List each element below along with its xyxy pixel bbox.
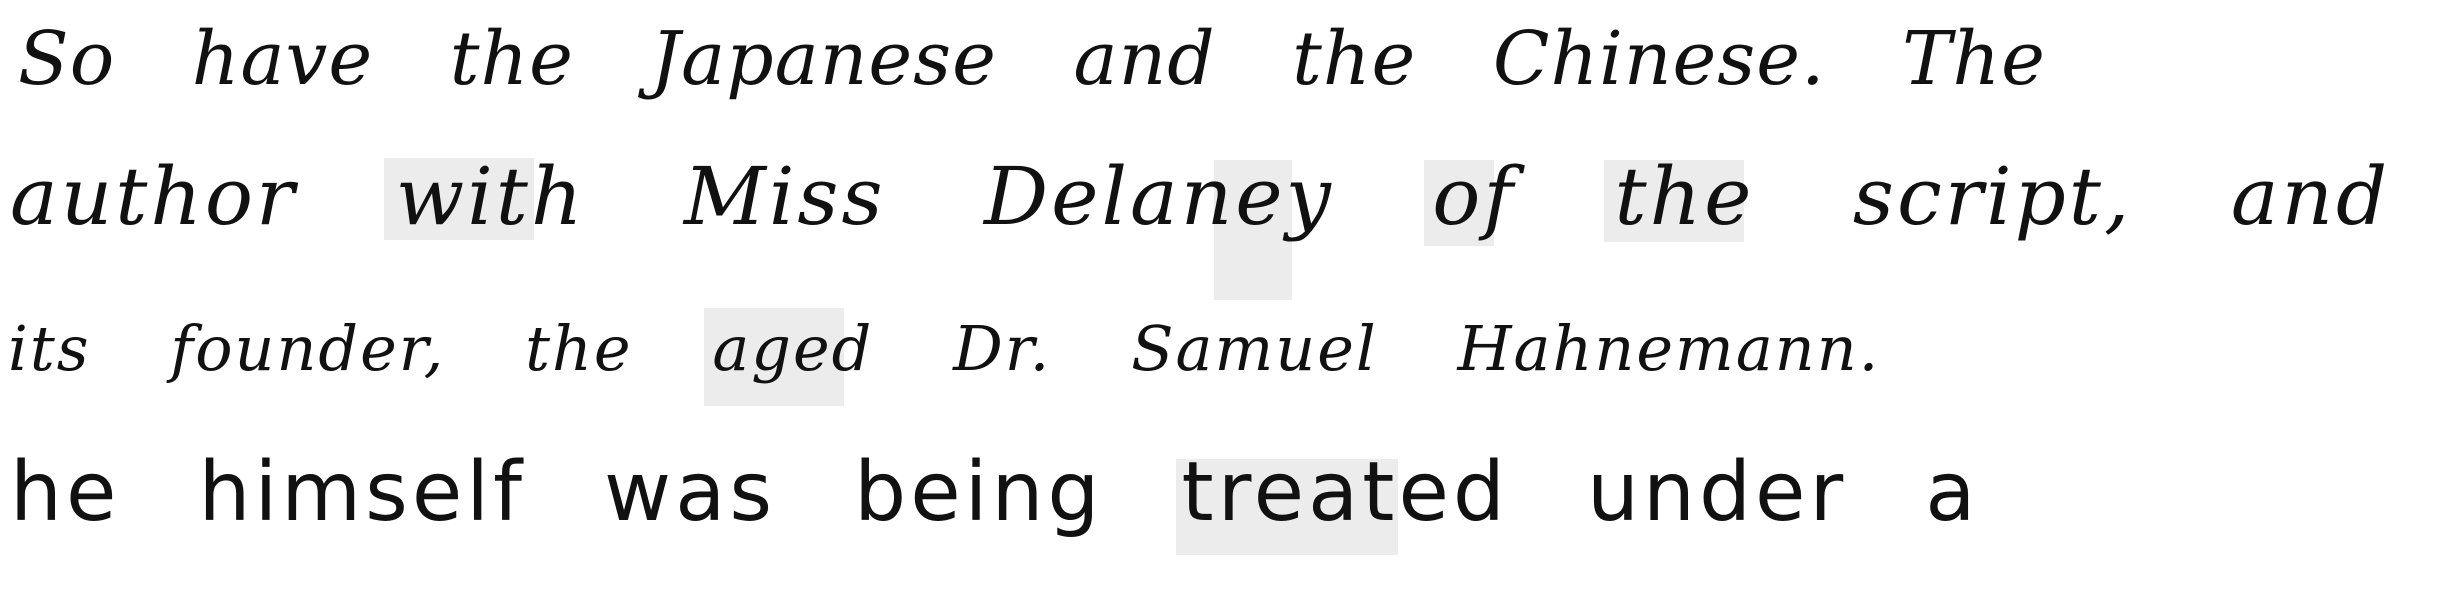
word: Delaney	[984, 150, 1334, 243]
word: treated	[1182, 445, 1509, 540]
word: its	[8, 312, 91, 385]
handwriting-line-3	[0, 312, 2065, 385]
word: was	[604, 445, 777, 540]
word: under	[1587, 445, 1848, 540]
word: author	[10, 150, 298, 243]
word: the	[525, 312, 633, 385]
word: he	[10, 445, 121, 540]
word: and	[1073, 16, 1216, 102]
word: the	[1292, 16, 1417, 102]
word: aged	[712, 312, 873, 385]
word: being	[854, 445, 1104, 540]
word: founder,	[170, 312, 446, 385]
word: have	[191, 16, 374, 102]
word: with	[396, 150, 586, 243]
word: Samuel	[1131, 312, 1378, 385]
word: Miss	[683, 150, 886, 243]
word: Chinese.	[1492, 16, 1826, 102]
word: a	[1925, 445, 1980, 540]
word: the	[1614, 150, 1754, 243]
word: script,	[1852, 150, 2133, 243]
handwriting-line-1	[0, 16, 2065, 102]
handwriting-line-4	[0, 445, 2065, 540]
word: the	[449, 16, 574, 102]
handwriting-line-2	[0, 150, 2391, 243]
word: Japanese	[650, 16, 997, 102]
word: So	[18, 16, 116, 102]
word: of	[1432, 150, 1516, 243]
word: The	[1902, 16, 2046, 102]
word: Dr.	[953, 312, 1052, 385]
word: and	[2230, 150, 2391, 243]
word: Hahnemann.	[1457, 312, 1881, 385]
word: himself	[198, 445, 526, 540]
